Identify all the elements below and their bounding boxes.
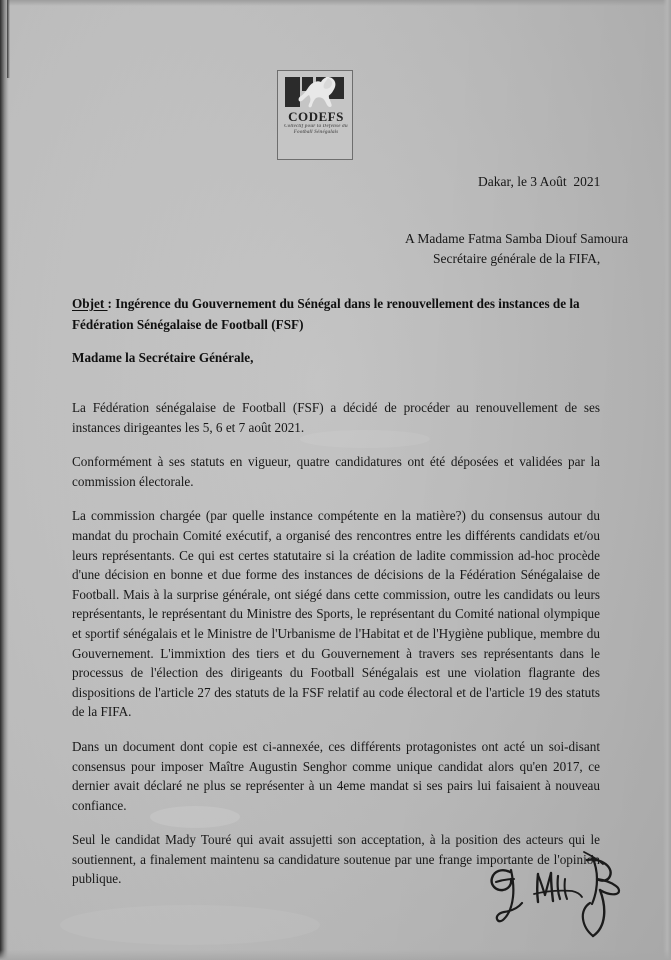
- addressee-name: A Madame Fatma Samba Diouf Samoura: [405, 231, 629, 246]
- subject-separator: :: [107, 296, 116, 311]
- addressee-block: [405, 229, 628, 269]
- date-line: Dakar, le 3 Août 2021: [478, 174, 601, 189]
- page-edge-bottom: [0, 950, 671, 960]
- page-edge-right: [663, 0, 671, 960]
- page-edge-left-secondary: [7, 0, 10, 78]
- subject-label: Objet: [72, 296, 108, 311]
- letter-body: [72, 398, 600, 889]
- scan-artifact: [60, 905, 320, 945]
- addressee-title: Secrétaire générale de la FIFA,: [433, 251, 601, 266]
- body-paragraph: La Fédération sénégalaise de Football (FSF) a décidé de procéder au renouvellement de ses instances dirigeantes les 5, 6 et 7 août 2021.: [72, 400, 600, 435]
- lion-emblem-icon: [283, 75, 349, 109]
- handwritten-signature-icon: [466, 846, 636, 941]
- logo-subtitle: Collectif pour la Défense du Football Sénégalais: [284, 124, 348, 135]
- body-paragraph: Dans un document dont copie est ci-annexée, ces différents protagonistes ont acté un soi-disant consensus pour imposer Maître Augustin Senghor comme unique candidat alors qu'en 2017, ce dernier avait déclaré ne plus se représenter à un 4eme mandat si ses pairs lui faisaient à nouveau confiance.: [72, 738, 600, 813]
- body-paragraph: La commission chargée (par quelle instance compétente en la matière?) du consensus autour du mandat du prochain Comité exécutif, a organisé des rencontres entre les différents candidats et/ou leurs représentants. Ce qui est certes statutaire si la création de ladite commission ad-hoc procède d'une décision en bonne et due forme des instances de décisions de la Fédération Sénégalaise de Football. Mais à la surprise générale, ont siégé dans cette commission, outre les candidats ou leurs représentants, le représentant du Ministre des Sports, le représentant du Comité national olympique et sportif sénégalais et le Ministre de l'Urbanisme de l'Habitat et de l'Hygiène publique, membre du Gouvernement. L'immixtion des tiers et du Gouvernement à travers ses représentants dans le processus de l'élection des dirigeants du Football Sénégalais est une violation flagrante des dispositions de l'article 27 des statuts de la FSF relatif au code électoral et de l'article 19 des statuts de la FIFA.: [72, 508, 600, 720]
- page-edge-left: [0, 0, 9, 960]
- page-edge-top: [0, 0, 671, 6]
- logo-content: [283, 75, 349, 135]
- logo-wordmark: CODEFS: [288, 109, 344, 124]
- body-paragraph: Conformément à ses statuts en vigueur, quatre candidatures ont été déposées et validées par la commission électorale.: [72, 454, 600, 489]
- body-paragraph: Seul le candidat Mady Touré qui avait assujetti son acceptation, à la position des acteurs qui le soutiennent, a finalement maintenu sa candidature soutenue par une frange importante de l'opinion publique.: [72, 832, 600, 887]
- subject-line: [72, 293, 602, 335]
- letterhead-logo: [277, 70, 353, 160]
- subject-text: Ingérence du Gouvernement du Sénégal dans le renouvellement des instances de la Fédération Sénégalaise de Football (FSF): [72, 296, 580, 332]
- salutation: Madame la Secrétaire Générale,: [72, 350, 254, 365]
